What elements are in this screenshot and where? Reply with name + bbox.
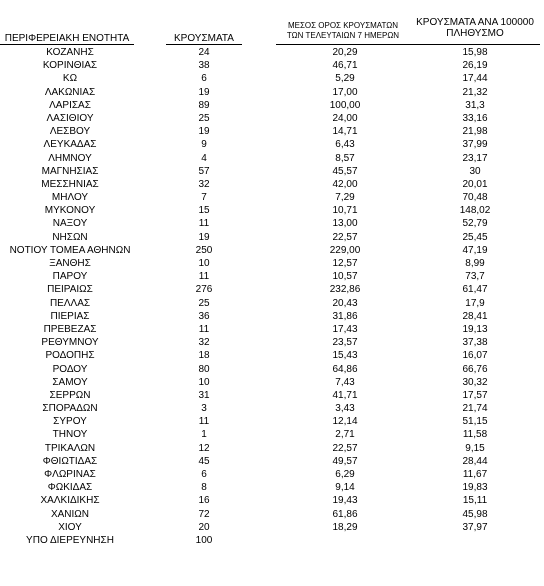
table-row <box>0 244 544 257</box>
per100k-cell: 33,16 <box>462 112 488 124</box>
cases-cell: 31 <box>198 389 210 401</box>
per100k-cell: 15,98 <box>462 47 488 58</box>
header-per100k-underline <box>410 44 540 45</box>
region-cell: ΦΩΚΙΔΑΣ <box>47 482 93 494</box>
cases-cell: 276 <box>195 284 213 296</box>
table-row <box>0 534 544 547</box>
cases-cell: 11 <box>198 323 210 335</box>
cases-cell: 20 <box>198 521 210 533</box>
avg7-cell: 17,43 <box>332 323 358 335</box>
avg7-cell: 2,71 <box>335 429 355 441</box>
region-cell: ΚΟΡΙΝΘΙΑΣ <box>42 60 98 72</box>
table-row <box>0 59 544 72</box>
per100k-cell: 30 <box>469 165 481 177</box>
table-row <box>0 310 544 323</box>
header-region-label: ΠΕΡΙΦΕΡΕΙΑΚΗ ΕΝΟΤΗΤΑ <box>4 33 130 44</box>
cases-cell: 12 <box>198 442 210 454</box>
header-cases-label: ΚΡΟΥΣΜΑΤΑ <box>174 33 234 44</box>
table-row <box>0 521 544 534</box>
cases-cell: 10 <box>198 376 210 388</box>
per100k-cell: 45,98 <box>462 508 488 520</box>
cases-cell: 16 <box>198 495 210 507</box>
header-per100k <box>400 17 544 39</box>
per100k-cell: 19,83 <box>462 482 488 494</box>
per100k-cell: 37,97 <box>462 521 488 533</box>
cases-cell: 250 <box>195 244 213 256</box>
table-row <box>0 46 544 59</box>
table-row <box>0 86 544 99</box>
table-row <box>0 204 544 217</box>
per100k-cell: 30,32 <box>462 376 488 388</box>
per100k-cell: 17,44 <box>462 73 488 85</box>
avg7-cell: 20,29 <box>332 47 358 58</box>
table-row <box>0 481 544 494</box>
region-cell: ΜΕΣΣΗΝΙΑΣ <box>41 178 99 190</box>
avg7-cell: 18,29 <box>332 521 358 533</box>
region-cell: ΛΑΣΙΘΙΟΥ <box>46 112 94 124</box>
per100k-cell: 52,79 <box>462 218 488 230</box>
table-row <box>0 138 544 151</box>
region-cell: ΡΟΔΟΠΗΣ <box>45 350 95 362</box>
per100k-cell: 148,02 <box>459 205 491 217</box>
per100k-cell: 21,74 <box>462 403 488 415</box>
region-cell: ΧΑΛΚΙΔΙΚΗΣ <box>40 495 100 507</box>
avg7-cell: 7,29 <box>335 192 355 204</box>
region-cell: ΠΡΕΒΕΖΑΣ <box>43 323 97 335</box>
avg7-cell: 12,14 <box>332 416 358 428</box>
table-row <box>0 402 544 415</box>
cases-cell: 9 <box>201 139 207 151</box>
cases-cell: 32 <box>198 337 210 349</box>
region-cell: ΣΥΡΟΥ <box>53 416 87 428</box>
cases-cell: 15 <box>198 205 210 217</box>
cases-cell: 6 <box>201 469 207 480</box>
per100k-cell: 28,41 <box>462 310 488 322</box>
avg7-cell: 100,00 <box>329 99 361 111</box>
avg7-cell: 7,43 <box>335 376 355 388</box>
header-cases-underline <box>166 44 242 45</box>
region-cell: ΦΛΩΡΙΝΑΣ <box>44 469 96 480</box>
avg7-cell: 64,86 <box>332 363 358 375</box>
per100k-cell: 51,15 <box>462 416 488 428</box>
avg7-cell: 49,57 <box>332 455 358 467</box>
avg7-cell: 9,14 <box>335 482 355 494</box>
table-row <box>0 99 544 112</box>
table-row <box>0 428 544 441</box>
table-row <box>0 468 544 481</box>
region-cell: ΝΟΤΙΟΥ ΤΟΜΕΑ ΑΘΗΝΩΝ <box>9 244 131 256</box>
table-row <box>0 165 544 178</box>
avg7-cell: 229,00 <box>329 244 361 256</box>
avg7-cell: 31,86 <box>332 310 358 322</box>
table-row <box>0 257 544 270</box>
avg7-cell: 13,00 <box>332 218 358 230</box>
per100k-cell: 20,01 <box>462 178 488 190</box>
avg7-cell: 24,00 <box>332 112 358 124</box>
per100k-cell: 17,57 <box>462 389 488 401</box>
table-row <box>0 415 544 428</box>
header-avg7-underline <box>276 44 410 45</box>
avg7-cell: 19,43 <box>332 495 358 507</box>
region-cell: ΤΗΝΟΥ <box>52 429 88 441</box>
table-row <box>0 442 544 455</box>
table-row <box>0 508 544 521</box>
cases-cell: 8 <box>201 482 207 494</box>
header-region-underline <box>0 44 134 45</box>
table-body <box>0 46 544 547</box>
per100k-cell: 31,3 <box>465 99 485 111</box>
region-cell: ΜΥΚΟΝΟΥ <box>44 205 96 217</box>
table-row <box>0 217 544 230</box>
cases-cell: 4 <box>201 152 207 164</box>
per100k-cell: 25,45 <box>462 231 488 243</box>
cases-cell: 10 <box>198 258 210 269</box>
cases-cell: 100 <box>195 534 213 546</box>
avg7-cell: 45,57 <box>332 165 358 177</box>
region-cell: ΛΑΚΩΝΙΑΣ <box>44 86 96 98</box>
avg7-cell: 61,86 <box>332 508 358 520</box>
per100k-cell: 21,98 <box>462 126 488 138</box>
cases-cell: 24 <box>198 47 210 58</box>
region-cell: ΛΑΡΙΣΑΣ <box>49 99 91 111</box>
table-row <box>0 455 544 468</box>
cases-cell: 89 <box>198 99 210 111</box>
cases-cell: 1 <box>201 429 207 441</box>
table-row <box>0 270 544 283</box>
avg7-cell: 42,00 <box>332 178 358 190</box>
region-cell: ΡΕΘΥΜΝΟΥ <box>41 337 99 349</box>
per100k-cell: 47,19 <box>462 244 488 256</box>
per100k-cell: 26,19 <box>462 60 488 72</box>
cases-cell: 19 <box>198 126 210 138</box>
region-cell: ΝΑΞΟΥ <box>52 218 88 230</box>
region-cell: ΛΕΣΒΟΥ <box>49 126 91 138</box>
table-row <box>0 152 544 165</box>
per100k-cell: 11,58 <box>462 429 488 441</box>
cases-cell: 32 <box>198 178 210 190</box>
cases-cell: 19 <box>198 231 210 243</box>
region-cell: ΦΘΙΩΤΙΔΑΣ <box>42 455 98 467</box>
table-row <box>0 112 544 125</box>
region-cell: ΛΗΜΝΟΥ <box>48 152 92 164</box>
table-row <box>0 363 544 376</box>
per100k-cell: 8,99 <box>465 258 485 269</box>
table-row <box>0 125 544 138</box>
region-cell: ΧΑΝΙΩΝ <box>50 508 90 520</box>
cases-cell: 11 <box>198 218 210 230</box>
per100k-cell: 15,11 <box>462 495 488 507</box>
per100k-cell: 66,76 <box>462 363 488 375</box>
table-row <box>0 72 544 85</box>
region-cell: ΛΕΥΚΑΔΑΣ <box>43 139 97 151</box>
region-cell: ΚΟΖΑΝΗΣ <box>46 47 94 58</box>
table-row <box>0 191 544 204</box>
region-cell: ΠΕΙΡΑΙΩΣ <box>47 284 93 296</box>
header-cases <box>166 33 242 44</box>
cases-cell: 25 <box>198 297 210 309</box>
per100k-cell: 11,67 <box>462 469 488 480</box>
header-avg7-line2: ΤΩΝ ΤΕΛΕΥΤΑΙΩΝ 7 ΗΜΕΡΩΝ <box>286 31 400 40</box>
header-avg7 <box>268 21 418 41</box>
header-region <box>0 33 134 44</box>
avg7-cell: 10,71 <box>332 205 358 217</box>
cases-cell: 19 <box>198 86 210 98</box>
avg7-cell: 15,43 <box>332 350 358 362</box>
per100k-cell: 37,99 <box>462 139 488 151</box>
region-cell: ΣΕΡΡΩΝ <box>49 389 91 401</box>
per100k-cell: 17,9 <box>465 297 485 309</box>
avg7-cell: 12,57 <box>332 258 358 269</box>
table-row <box>0 323 544 336</box>
cases-cell: 45 <box>198 455 210 467</box>
avg7-cell: 6,43 <box>335 139 355 151</box>
avg7-cell: 14,71 <box>332 126 358 138</box>
per100k-cell: 37,38 <box>462 337 488 349</box>
header-per100k-line2: ΠΛΗΘΥΣΜΟ <box>446 28 504 39</box>
cases-cell: 7 <box>201 192 207 204</box>
per100k-cell: 61,47 <box>462 284 488 296</box>
avg7-cell: 22,57 <box>332 231 358 243</box>
table-row <box>0 494 544 507</box>
avg7-cell: 22,57 <box>332 442 358 454</box>
region-cell: ΜΑΓΝΗΣΙΑΣ <box>41 165 99 177</box>
region-cell: ΣΑΜΟΥ <box>52 376 88 388</box>
cases-cell: 80 <box>198 363 210 375</box>
region-cell: ΠΕΛΛΑΣ <box>49 297 91 309</box>
per100k-cell: 23,17 <box>462 152 488 164</box>
avg7-cell: 41,71 <box>332 389 358 401</box>
avg7-cell: 10,57 <box>332 271 358 283</box>
header-avg7-line1: ΜΕΣΟΣ ΟΡΟΣ ΚΡΟΥΣΜΑΤΩΝ <box>287 21 399 30</box>
cases-cell: 11 <box>198 271 210 283</box>
cases-cell: 25 <box>198 112 210 124</box>
cases-cell: 11 <box>198 416 210 428</box>
cases-cell: 6 <box>201 73 207 85</box>
region-cell: ΧΙΟΥ <box>58 521 82 533</box>
table-row <box>0 231 544 244</box>
region-cell: ΤΡΙΚΑΛΩΝ <box>44 442 96 454</box>
avg7-cell: 232,86 <box>329 284 361 296</box>
cases-cell: 38 <box>198 60 210 72</box>
cases-cell: 57 <box>198 165 210 177</box>
per100k-cell: 21,32 <box>462 86 488 98</box>
region-cell: ΡΟΔΟΥ <box>52 363 88 375</box>
table-row <box>0 297 544 310</box>
region-cell: ΝΗΣΩΝ <box>52 231 88 243</box>
table-row <box>0 376 544 389</box>
cases-cell: 3 <box>201 403 207 415</box>
table-row <box>0 389 544 402</box>
per100k-cell: 19,13 <box>462 323 488 335</box>
cases-cell: 18 <box>198 350 210 362</box>
avg7-cell: 6,29 <box>335 469 355 480</box>
avg7-cell: 46,71 <box>332 60 358 72</box>
cases-cell: 72 <box>198 508 210 520</box>
per100k-cell: 28,44 <box>462 455 488 467</box>
region-cell: ΠΑΡΟΥ <box>52 271 88 283</box>
region-cell: ΥΠΟ ΔΙΕΡΕΥΝΗΣΗ <box>26 534 114 546</box>
per100k-cell: 70,48 <box>462 192 488 204</box>
header-per100k-line1: ΚΡΟΥΣΜΑΤΑ ΑΝΑ 100000 <box>416 17 534 28</box>
region-cell: ΣΠΟΡΑΔΩΝ <box>42 403 98 415</box>
per100k-cell: 73,7 <box>465 271 485 283</box>
avg7-cell: 20,43 <box>332 297 358 309</box>
table-row <box>0 349 544 362</box>
cases-cell: 36 <box>198 310 210 322</box>
region-cell: ΞΑΝΘΗΣ <box>49 258 91 269</box>
region-cell: ΠΙΕΡΙΑΣ <box>50 310 90 322</box>
avg7-cell: 17,00 <box>332 86 358 98</box>
avg7-cell: 8,57 <box>335 152 355 164</box>
table-row <box>0 178 544 191</box>
avg7-cell: 3,43 <box>335 403 355 415</box>
per100k-cell: 9,15 <box>465 442 485 454</box>
per100k-cell: 16,07 <box>462 350 488 362</box>
avg7-cell: 23,57 <box>332 337 358 349</box>
table-row <box>0 336 544 349</box>
region-cell: ΜΗΛΟΥ <box>51 192 89 204</box>
avg7-cell: 5,29 <box>335 73 355 85</box>
region-cell: ΚΩ <box>62 73 78 85</box>
table-row <box>0 283 544 296</box>
